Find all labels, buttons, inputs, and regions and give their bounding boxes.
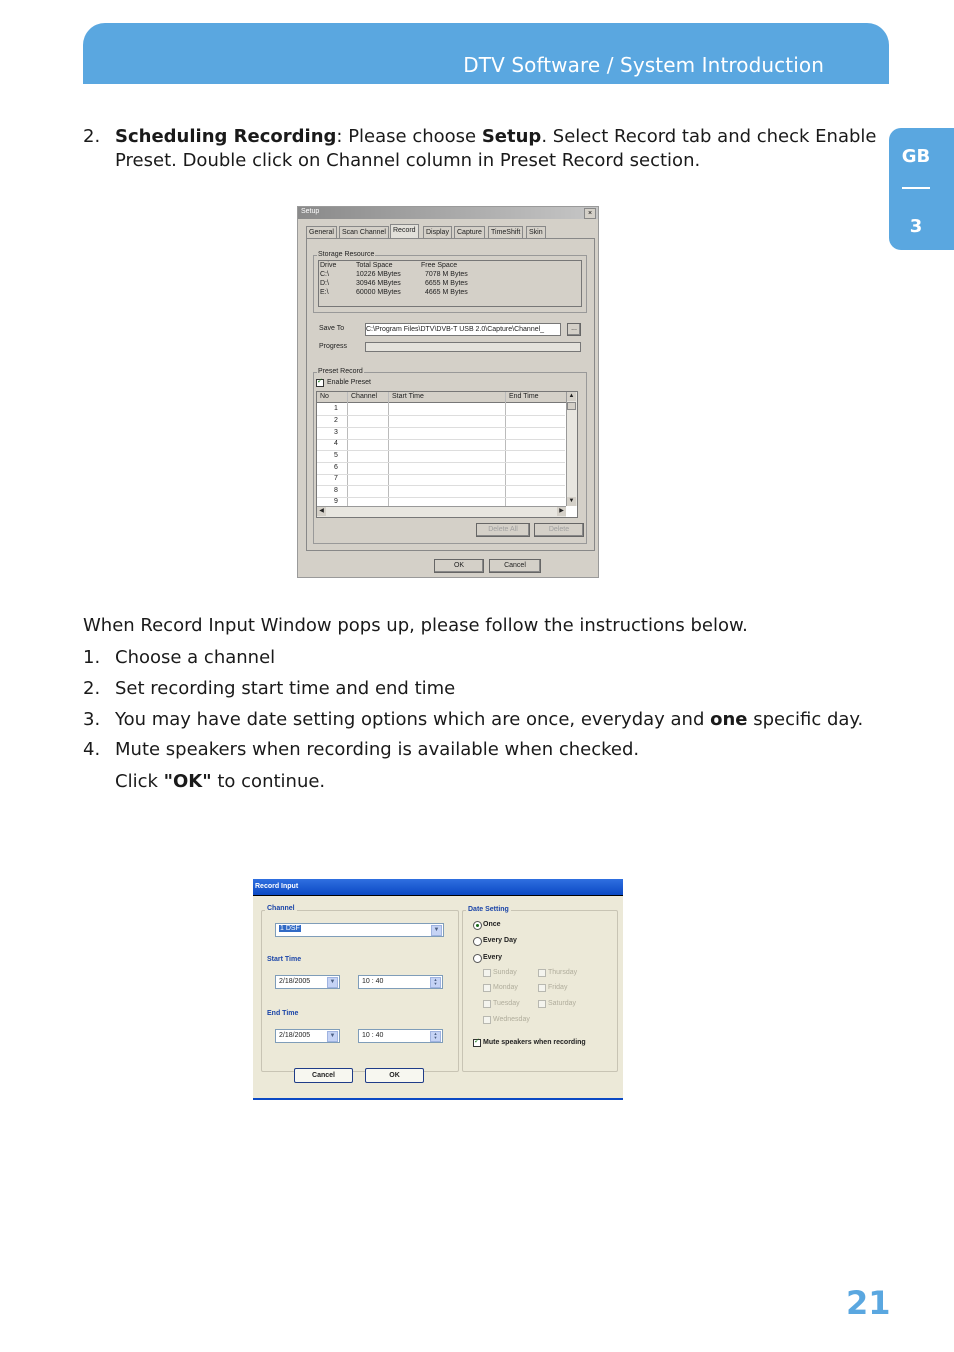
setup-dialog — [297, 206, 599, 578]
wednesday-checkbox[interactable] — [483, 1016, 491, 1024]
sunday-checkbox[interactable] — [483, 969, 491, 977]
ok-button[interactable]: OK — [365, 1068, 424, 1083]
vertical-scrollbar[interactable] — [566, 392, 577, 506]
header-title: DTV Software / System Introduction — [463, 53, 824, 77]
scroll-up-icon[interactable]: ▲ — [568, 393, 575, 399]
total-cell: 60000 MBytes — [356, 289, 401, 296]
monday-checkbox[interactable] — [483, 984, 491, 992]
mute-speakers-checkbox[interactable] — [473, 1039, 481, 1047]
setup-title: Setup — [301, 208, 320, 215]
drive-cell: C:\ — [320, 271, 329, 278]
table-row[interactable] — [317, 403, 565, 416]
start-time-legend: Start Time — [267, 956, 302, 963]
storage-list — [318, 260, 582, 307]
end-date-picker[interactable] — [275, 1029, 340, 1043]
header-bar — [83, 23, 889, 84]
step-text — [115, 708, 863, 732]
total-cell: 30946 MBytes — [356, 280, 401, 287]
tab-scan-channel[interactable]: Scan Channel — [339, 226, 389, 238]
channel-select[interactable] — [275, 923, 444, 937]
enable-preset-label: Enable Preset — [327, 379, 371, 386]
row-number: 6 — [334, 464, 338, 471]
total-cell: 10226 MBytes — [356, 271, 401, 278]
monday-label: Monday — [493, 984, 518, 991]
step-text: Set recording start time and end time — [115, 678, 456, 699]
drive-cell: E:\ — [320, 289, 329, 296]
sunday-label: Sunday — [493, 969, 517, 976]
horizontal-scrollbar[interactable] — [317, 506, 566, 517]
progress-bar — [365, 342, 581, 352]
click-ok-a: Click — [115, 771, 164, 792]
close-icon[interactable]: × — [584, 208, 596, 219]
tab-general[interactable]: General — [306, 226, 337, 238]
chapter-number: 3 — [909, 216, 923, 237]
enable-preset-checkbox[interactable] — [316, 379, 324, 387]
row-number: 9 — [334, 498, 338, 505]
setup-word: Setup — [481, 126, 542, 147]
row-number: 7 — [334, 475, 338, 482]
free-cell: 7078 M Bytes — [425, 271, 468, 278]
scroll-right-icon[interactable]: ▶ — [557, 507, 566, 516]
storage-legend: Storage Resource — [318, 251, 375, 258]
side-chapter-tab — [889, 128, 954, 250]
start-date-picker[interactable] — [275, 975, 340, 989]
spinner-icon[interactable]: ▲ ▼ — [430, 977, 441, 988]
row-number: 2 — [334, 417, 338, 424]
friday-label: Friday — [548, 984, 568, 991]
storage-resource-group — [313, 251, 587, 313]
title-divider — [253, 895, 623, 896]
end-date-value: 2/18/2005 — [279, 1032, 311, 1039]
step-number: 3. — [83, 709, 101, 730]
scroll-thumb[interactable] — [567, 402, 576, 410]
table-row[interactable] — [317, 450, 565, 463]
date-setting-legend: Date Setting — [468, 906, 509, 913]
step-text: Choose a channel — [115, 647, 276, 668]
drive-header: Drive — [320, 262, 337, 269]
step-bold-label: Scheduling Recording — [115, 126, 337, 147]
record-title: Record Input — [255, 883, 299, 890]
step-bold: one — [710, 709, 748, 730]
dialog-bottom-border — [253, 1098, 623, 1100]
step-text — [115, 125, 877, 149]
record-input-dialog — [253, 879, 623, 1100]
once-radio[interactable] — [473, 921, 482, 930]
once-label: Once — [483, 921, 501, 928]
step-text-b: . Select Record tab and check Enable — [541, 126, 877, 147]
col-end-time: End Time — [509, 393, 539, 400]
grid-header — [317, 392, 566, 403]
table-row[interactable] — [317, 438, 565, 451]
language-code: GB — [901, 146, 931, 167]
col-start-time: Start Time — [392, 393, 424, 400]
chevron-down-icon[interactable]: ▼ — [327, 977, 338, 988]
mute-speakers-label: Mute speakers when recording — [483, 1039, 586, 1046]
free-space-header: Free Space — [421, 262, 458, 269]
friday-checkbox[interactable] — [538, 984, 546, 992]
total-space-header: Total Space — [356, 262, 393, 269]
col-channel: Channel — [351, 393, 378, 400]
tuesday-label: Tuesday — [493, 1000, 520, 1007]
delete-button[interactable]: Delete — [534, 523, 584, 537]
cancel-button[interactable]: Cancel — [489, 559, 541, 573]
channel-legend: Channel — [267, 905, 295, 912]
end-time-legend: End Time — [267, 1010, 299, 1017]
free-cell: 4665 M Bytes — [425, 289, 468, 296]
row-number: 3 — [334, 429, 338, 436]
browse-button[interactable]: ... — [567, 323, 581, 336]
page-number: 21 — [846, 1284, 891, 1322]
chevron-down-icon[interactable]: ▼ — [327, 1031, 338, 1042]
end-time-spinner[interactable] — [358, 1029, 443, 1043]
free-cell: 6655 M Bytes — [425, 280, 468, 287]
intro-text: When Record Input Window pops up, please follow the instructions below. — [83, 615, 748, 636]
step-2-line-2-text: Preset. Double click on Channel column in Preset Record section. — [115, 150, 701, 171]
click-ok-text — [115, 770, 325, 794]
tab-divider — [902, 187, 930, 189]
every-day-label: Every Day — [483, 937, 517, 944]
step-number: 4. — [83, 739, 101, 760]
step-number: 2. — [83, 126, 101, 147]
setup-titlebar — [298, 207, 598, 219]
step-number: 1. — [83, 647, 101, 668]
step-text: Mute speakers when recording is available when checked. — [115, 739, 640, 760]
cancel-button[interactable]: Cancel — [294, 1068, 353, 1083]
preset-record-group — [313, 368, 587, 544]
row-number: 4 — [334, 440, 338, 447]
thursday-checkbox[interactable] — [538, 969, 546, 977]
drive-cell: D:\ — [320, 280, 329, 287]
progress-label: Progress — [319, 343, 348, 350]
tab-skin[interactable]: Skin — [526, 226, 546, 238]
scroll-down-icon[interactable]: ▼ — [568, 498, 575, 504]
end-time-value: 10 : 40 — [362, 1032, 384, 1039]
tab-display[interactable]: Display — [423, 226, 452, 238]
start-date-value: 2/18/2005 — [279, 978, 311, 985]
step-text-a: You may have date setting options which are once, everyday and — [115, 709, 711, 730]
intro-paragraph — [83, 614, 748, 638]
step-number: 2. — [83, 678, 101, 699]
preset-grid[interactable] — [316, 391, 578, 518]
tuesday-checkbox[interactable] — [483, 1000, 491, 1008]
delete-all-button[interactable]: Delete All — [476, 523, 530, 537]
chevron-down-icon[interactable]: ▼ — [431, 925, 442, 936]
thursday-label: Thursday — [548, 969, 578, 976]
record-panel — [306, 238, 595, 551]
save-to-label: Save To — [319, 325, 345, 332]
saturday-checkbox[interactable] — [538, 1000, 546, 1008]
tab-record[interactable]: Record — [390, 224, 419, 238]
table-row[interactable] — [317, 473, 565, 486]
start-time-spinner[interactable] — [358, 975, 443, 989]
start-time-value: 10 : 40 — [362, 978, 384, 985]
table-row[interactable] — [317, 415, 565, 428]
tab-capture[interactable]: Capture — [454, 226, 485, 238]
spinner-icon[interactable]: ▲ ▼ — [430, 1031, 441, 1042]
saturday-label: Saturday — [548, 1000, 577, 1007]
col-no: No — [320, 393, 329, 400]
click-ok-b: "OK" — [163, 771, 212, 792]
click-ok-c: to continue. — [211, 771, 326, 792]
record-titlebar — [253, 879, 623, 895]
every-label: Every — [483, 954, 503, 961]
wednesday-label: Wednesday — [493, 1016, 530, 1023]
tab-timeshift[interactable]: TimeShift — [488, 226, 523, 238]
step-text-a: : Please choose — [336, 126, 482, 147]
step-text-b: specific day. — [747, 709, 864, 730]
row-number: 1 — [334, 405, 338, 412]
ok-button[interactable]: OK — [434, 559, 484, 573]
preset-legend: Preset Record — [318, 368, 363, 375]
row-number: 5 — [334, 452, 338, 459]
row-number: 8 — [334, 487, 338, 494]
every-radio[interactable] — [473, 954, 482, 963]
every-day-radio[interactable] — [473, 937, 482, 946]
scroll-left-icon[interactable]: ◀ — [317, 507, 326, 516]
save-to-field[interactable]: C:\Program Files\DTV\DVB-T USB 2.0\Capture\Channel_ — [365, 323, 561, 336]
channel-value: 1 DSF — [280, 925, 300, 932]
